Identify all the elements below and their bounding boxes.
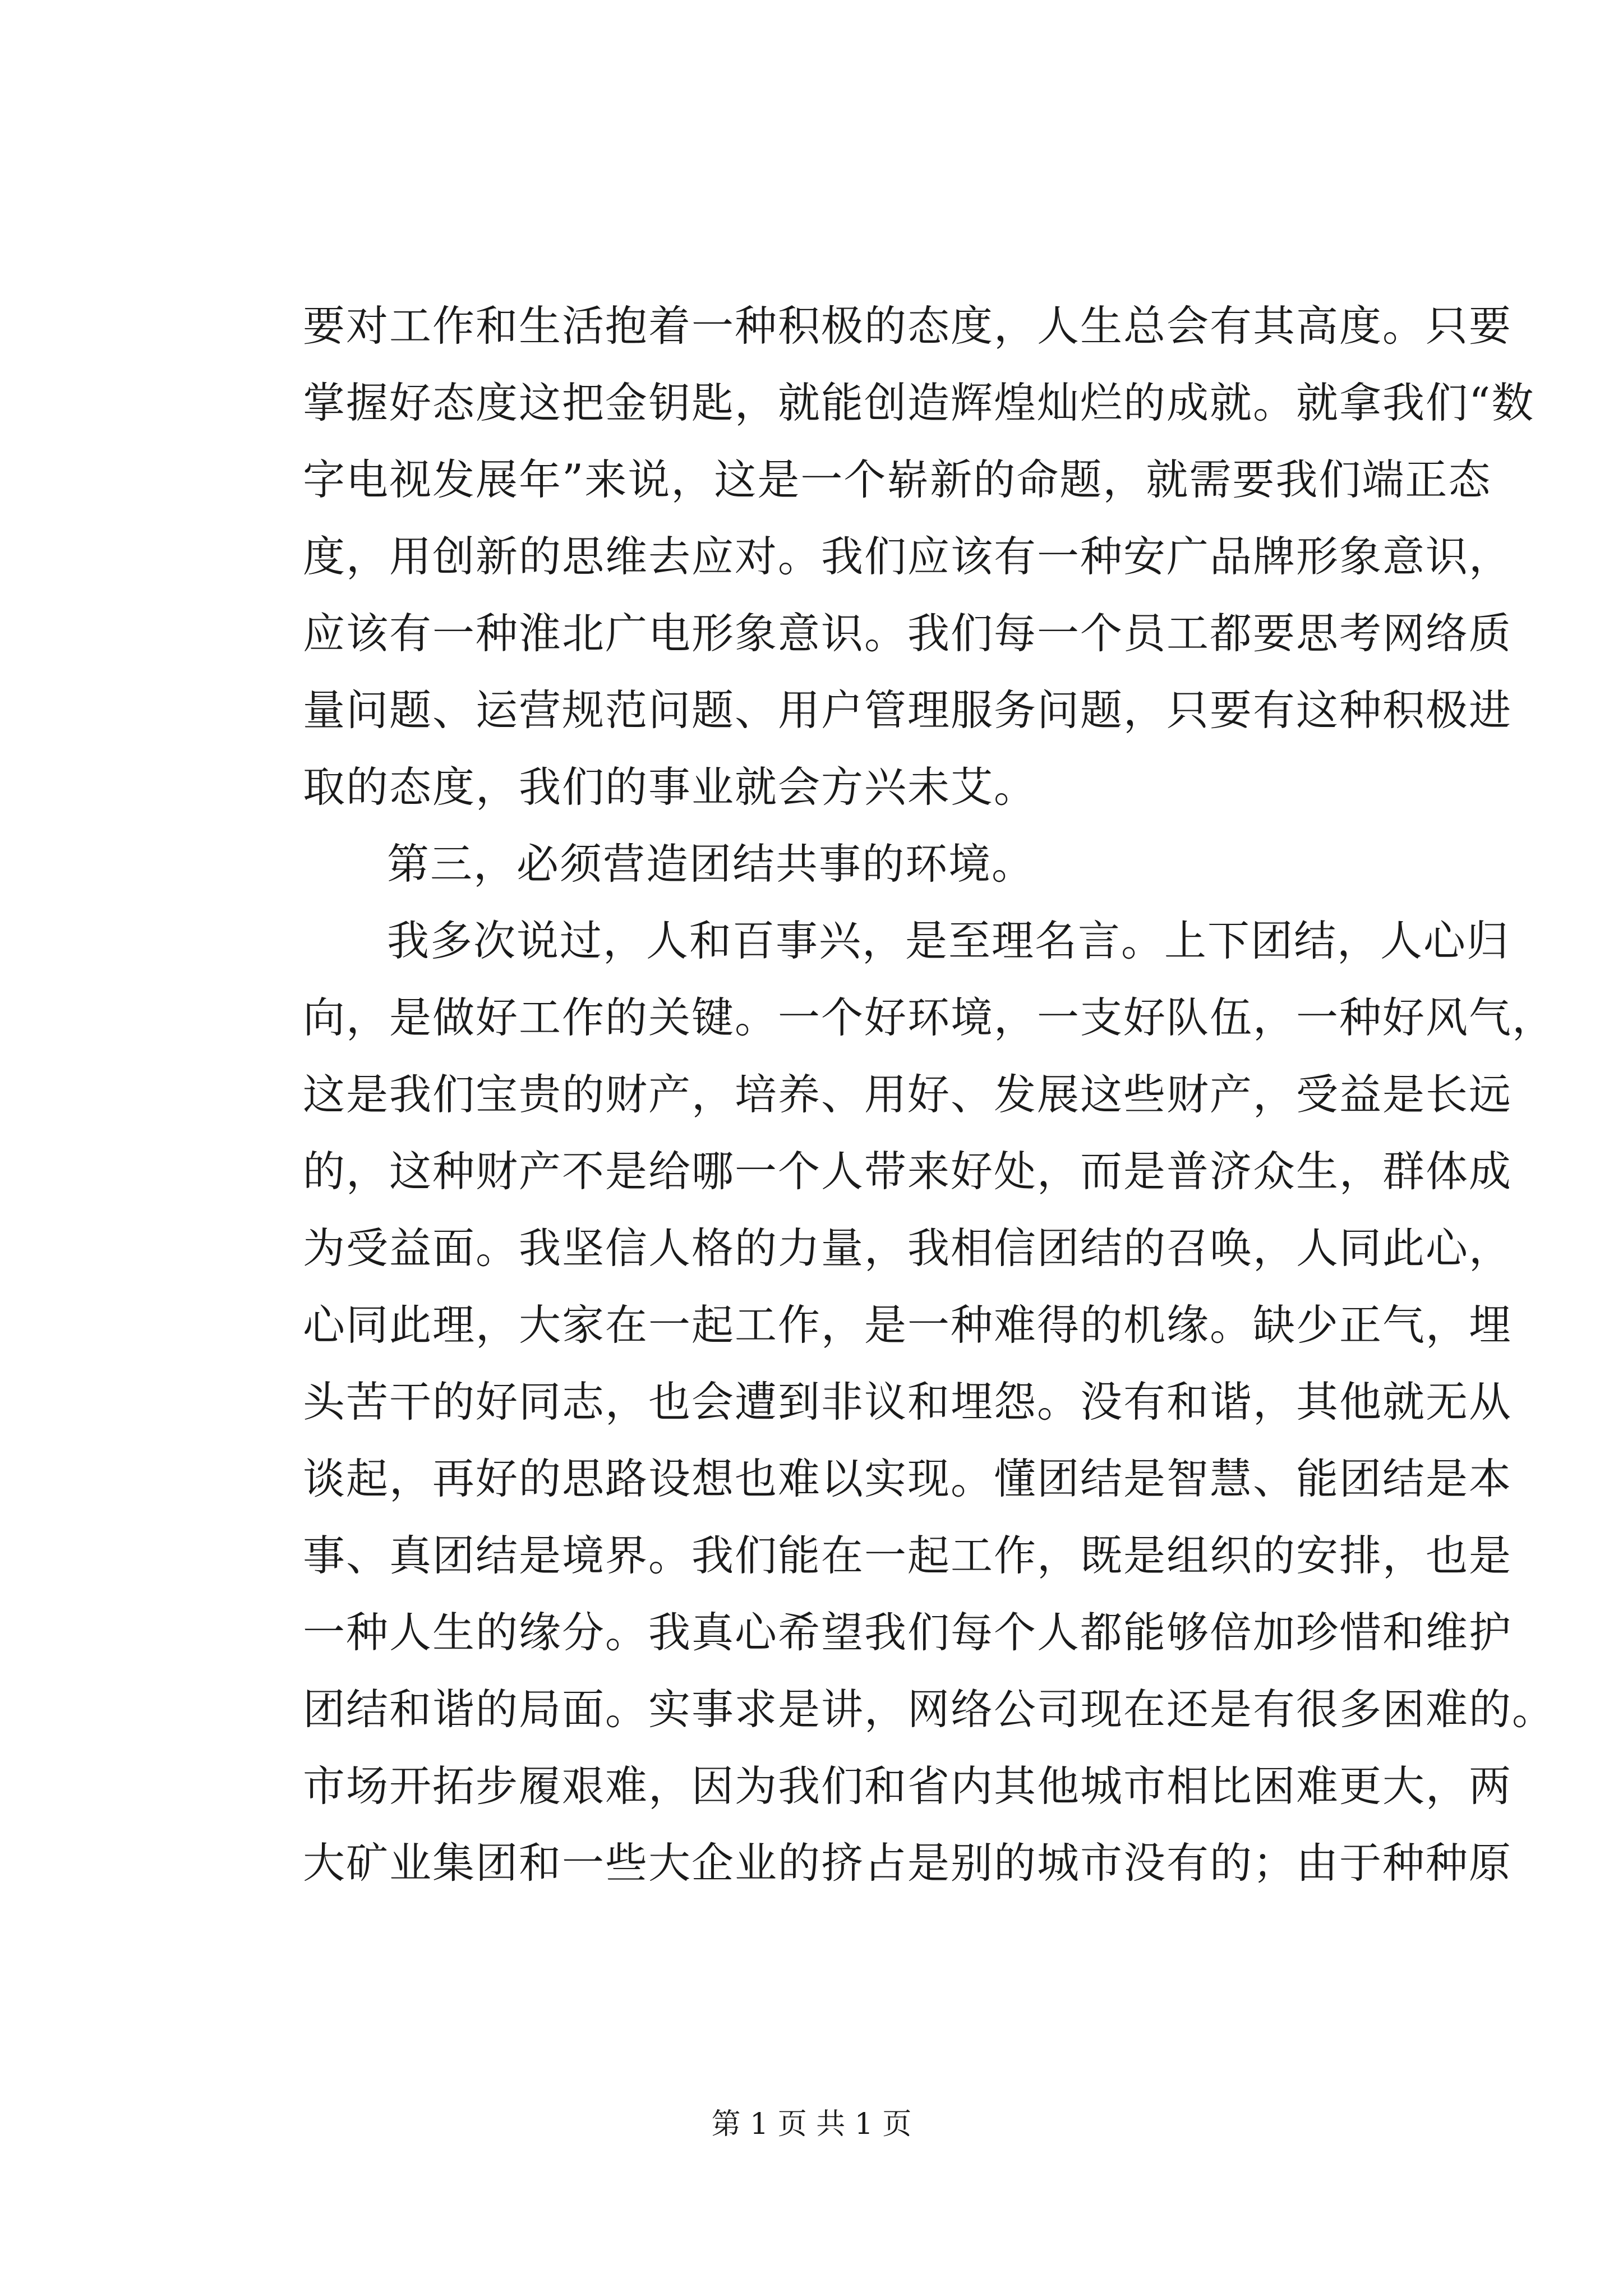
text-line: 心同此理，大家在一起工作，是一种难得的机缘。缺少正气，埋 [303,1300,1513,1350]
text-line: 取的态度，我们的事业就会方兴未艾。 [303,762,1038,812]
text-line: 团结和谐的局面。实事求是讲，网络公司现在还是有很多困难的。 [303,1685,1556,1734]
text-line: 为受益面。我坚信人格的力量，我相信团结的召唤，人同此心， [303,1223,1513,1273]
text-line: 一种人生的缘分。我真心希望我们每个人都能够倍加珍惜和维护 [303,1608,1513,1657]
body-text [303,300,1623,1914]
text-line: 度，用创新的思维去应对。我们应该有一种安广品牌形象意识， [303,532,1513,581]
text-line: 这是我们宝贵的财产，培养、用好、发展这些财产，受益是长远 [303,1070,1513,1119]
text-line: 谈起，再好的思路设想也难以实现。懂团结是智慧、能团结是本 [303,1454,1513,1503]
text-line: 掌握好态度这把金钥匙，就能创造辉煌灿烂的成就。就拿我们“数 [303,378,1535,427]
text-line: 要对工作和生活抱着一种积极的态度，人生总会有其高度。只要 [303,301,1513,351]
text-line: 大矿业集团和一些大企业的挤占是别的城市没有的；由于种种原 [303,1838,1513,1888]
text-line: 向，是做好工作的关键。一个好环境，一支好队伍，一种好风气， [303,993,1556,1042]
text-line: 量问题、运营规范问题、用户管理服务问题，只要有这种积极进 [303,685,1513,735]
text-line: 事、真团结是境界。我们能在一起工作，既是组织的安排，也是 [303,1531,1513,1580]
text-line: 字电视发展年”来说，这是一个崭新的命题，就需要我们端正态 [303,455,1492,504]
section-heading: 第三，必须营造团结共事的环境。 [387,839,1035,889]
text-line: 应该有一种淮北广电形象意识。我们每一个员工都要思考网络质 [303,609,1513,658]
text-line: 市场开拓步履艰难，因为我们和省内其他城市相比困难更大，两 [303,1761,1513,1811]
text-line: 头苦干的好同志，也会遭到非议和埋怨。没有和谐，其他就无从 [303,1377,1513,1427]
page-footer: 第 1 页 共 1 页 [711,2108,912,2141]
text-line: 的，这种财产不是给哪一个人带来好处，而是普济众生，群体成 [303,1147,1513,1196]
text-line: 我多次说过，人和百事兴，是至理名言。上下团结，人心归 [387,916,1510,965]
